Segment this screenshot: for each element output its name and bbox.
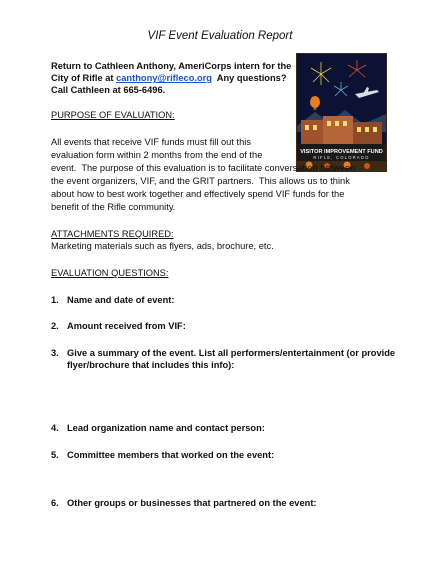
question-text: Committee members that worked on the event: bbox=[67, 450, 275, 460]
question-number: 3. bbox=[51, 348, 59, 358]
contact-line-3: Call Cathleen at 665-6496. bbox=[51, 85, 166, 95]
question-item bbox=[51, 497, 317, 510]
question-item bbox=[51, 294, 174, 307]
vif-logo bbox=[296, 53, 387, 172]
vif-logo-graphic bbox=[297, 54, 386, 171]
question-item bbox=[51, 449, 274, 462]
attachments-text: Marketing materials such as flyers, ads, brochure, etc. bbox=[51, 241, 274, 251]
contact-line-2-prefix: City of Rifle at bbox=[51, 73, 117, 83]
purpose-line: All events that receive VIF funds must fill out this bbox=[51, 137, 251, 147]
contact-email-link[interactable]: canthony@rifleco.org bbox=[116, 73, 212, 83]
document-title: VIF Event Evaluation Report bbox=[147, 30, 293, 42]
question-text: Other groups or businesses that partnered on the event: bbox=[67, 498, 317, 508]
questions-heading: EVALUATION QUESTIONS: bbox=[51, 268, 169, 278]
purpose-line: the event organizers, VIF, and the GRIT partners. This allows us to think bbox=[51, 176, 350, 186]
contact-line-2 bbox=[51, 72, 287, 85]
purpose-line: about how to best work together and effectively spend VIF funds for the bbox=[51, 189, 345, 199]
purpose-line: event. The purpose of this evaluation is to facilitate conversation between bbox=[51, 163, 356, 173]
question-number: 4. bbox=[51, 423, 59, 433]
question-number: 2. bbox=[51, 321, 59, 331]
question-text: Give a summary of the event. List all performers/entertainment (or provide bbox=[67, 348, 396, 358]
logo-banner-line-2: RIFLE, COLORADO bbox=[313, 155, 370, 160]
purpose-line: evaluation form within 2 months from the end of the bbox=[51, 150, 263, 160]
question-item bbox=[51, 422, 265, 435]
contact-line-1: Return to Cathleen Anthony, AmeriCorps intern for the bbox=[51, 61, 292, 71]
question-item bbox=[51, 320, 186, 333]
logo-banner-line-1: VISITOR IMPROVEMENT FUND bbox=[300, 149, 383, 155]
question-text: Lead organization name and contact person: bbox=[67, 423, 265, 433]
contact-line-2-suffix: Any questions? bbox=[211, 73, 287, 83]
purpose-heading: PURPOSE OF EVALUATION: bbox=[51, 110, 175, 120]
question-item bbox=[51, 347, 395, 360]
purpose-line: benefit of the Rifle community. bbox=[51, 202, 176, 212]
question-text-continued: flyer/brochure that includes this info): bbox=[67, 360, 235, 370]
question-text: Name and date of event: bbox=[67, 295, 175, 305]
question-number: 6. bbox=[51, 498, 59, 508]
attachments-heading: ATTACHMENTS REQUIRED: bbox=[51, 229, 174, 239]
question-number: 5. bbox=[51, 450, 59, 460]
question-number: 1. bbox=[51, 295, 59, 305]
question-text: Amount received from VIF: bbox=[67, 321, 186, 331]
